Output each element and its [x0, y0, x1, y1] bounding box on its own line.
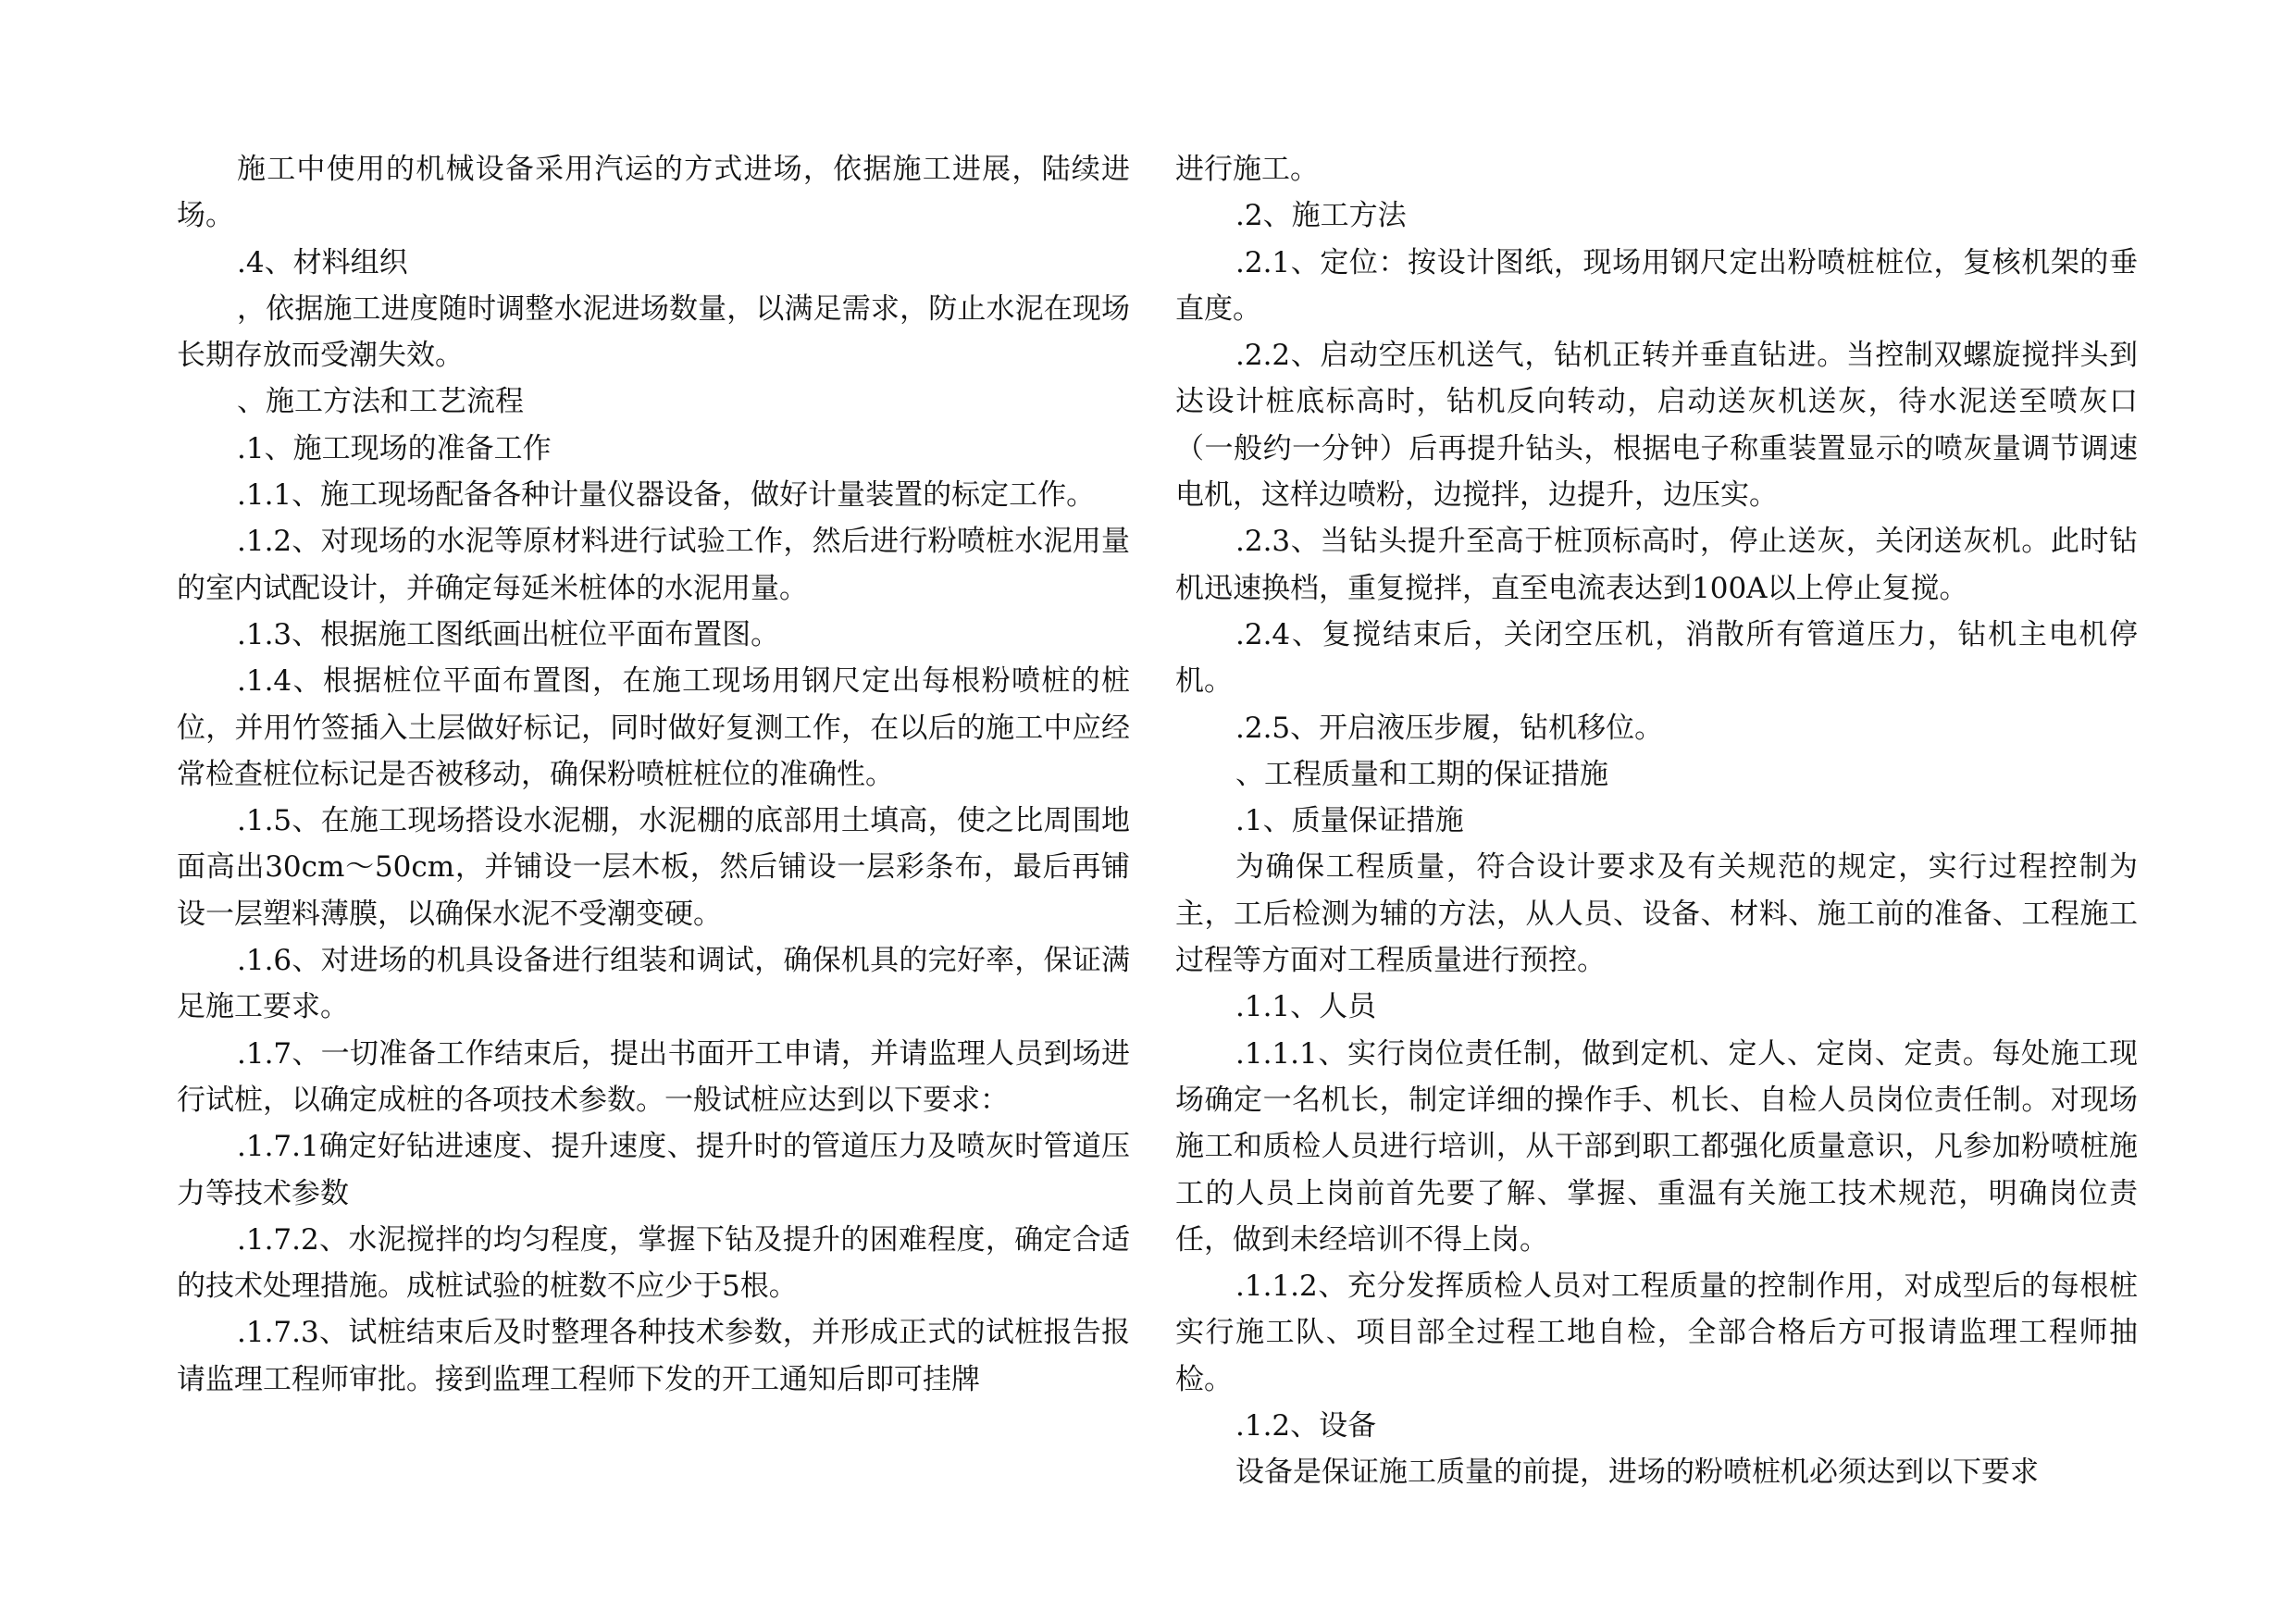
section-heading: 、工程质量和工期的保证措施 — [1235, 757, 1608, 791]
section-heading: .1.1、人员 — [1235, 990, 1377, 1024]
section-heading: .1、施工现场的准备工作 — [237, 431, 552, 465]
paragraph-continuation: 进行施工。 — [1175, 153, 1319, 186]
right-column — [1175, 146, 2138, 1496]
paragraph: .1.6、对进场的机具设备进行组装和调试，确保机具的完好率，保证满足施工要求。 — [177, 944, 1130, 1024]
section-heading: .1、质量保证措施 — [1235, 804, 1464, 838]
section-heading: 、施工方法和工艺流程 — [237, 385, 524, 419]
paragraph: .1.3、根据施工图纸画出桩位平面布置图。 — [237, 617, 780, 651]
paragraph: .2.5、开启液压步履，钻机移位。 — [1235, 711, 1664, 745]
paragraph: 为确保工程质量，符合设计要求及有关规范的规定，实行过程控制为主，工后检测为辅的方法，从人员、设备、材料、施工前的准备、工程施工过程等方面对工程质量进行预控。 — [1175, 850, 2138, 978]
paragraph: .2.3、当钻头提升至高于桩顶标高时，停止送灰，关闭送灰机。此时钻机迅速换档，重复搅拌，直至电流表达到100A以上停止复搅。 — [1175, 525, 2138, 605]
paragraph: .2.1、定位：按设计图纸，现场用钢尺定出粉喷桩桩位，复核机架的垂直度。 — [1175, 245, 2138, 326]
paragraph: .2.4、复搅结束后，关闭空压机，消散所有管道压力，钻机主电机停机。 — [1175, 617, 2138, 699]
paragraph: .1.1.2、充分发挥质检人员对工程质量的控制作用，对成型后的每根桩实行施工队、项目部全过程工地自检，全部合格后方可报请监理工程师抽检。 — [1175, 1270, 2138, 1396]
paragraph: ，依据施工进度随时调整水泥进场数量，以满足需求，防止水泥在现场长期存放而受潮失效。 — [177, 291, 1130, 373]
paragraph: .2.2、启动空压机送气，钻机正转并垂直钻进。当控制双螺旋搅拌头到达设计桩底标高时，钻机反向转动，启动送灰机送灰，待水泥送至喷灰口（一般约一分钟）后再提升钻头，根据电子称重装置显示的喷灰量调节调速电机，这样边喷粉，边搅拌，边提升，边压实。 — [1175, 339, 2138, 513]
paragraph: .1.7.3、试桩结束后及时整理各种技术参数，并形成正式的试桩报告报请监理工程师审批。接到监理工程师下发的开工通知后即可挂牌 — [177, 1316, 1130, 1396]
paragraph: 施工中使用的机械设备采用汽运的方式进场，依据施工进展，陆续进场。 — [177, 153, 1130, 233]
paragraph: .1.1、施工现场配备各种计量仪器设备，做好计量装置的标定工作。 — [237, 478, 1096, 513]
paragraph: .1.7.1确定好钻进速度、提升速度、提升时的管道压力及喷灰时管道压力等技术参数 — [177, 1130, 1130, 1210]
paragraph: .1.7、一切准备工作结束后，提出书面开工申请，并请监理人员到场进行试桩，以确定成桩的各项技术参数。一般试桩应达到以下要求： — [177, 1036, 1130, 1117]
section-heading: .4、材料组织 — [237, 245, 408, 279]
section-heading: .1.2、设备 — [1235, 1409, 1377, 1443]
paragraph: .1.7.2、水泥搅拌的均匀程度，掌握下钻及提升的困难程度，确定合适的技术处理措施。成桩试验的桩数不应少于5根。 — [177, 1222, 1130, 1304]
left-column — [177, 146, 1130, 1403]
paragraph: .1.1.1、实行岗位责任制，做到定机、定人、定岗、定责。每处施工现场确定一名机长，制定详细的操作手、机长、自检人员岗位责任制。对现场施工和质检人员进行培训，从干部到职工都强化质量意识，凡参加粉喷桩施工的人员上岗前首先要了解、掌握、重温有关施工技术规范，明确岗位责任，做到未经培训不得上岗。 — [1175, 1036, 2138, 1257]
paragraph: .1.2、对现场的水泥等原材料进行试验工作，然后进行粉喷桩水泥用量的室内试配设计，并确定每延米桩体的水泥用量。 — [177, 525, 1130, 605]
section-heading: .2、施工方法 — [1235, 199, 1407, 233]
paragraph: .1.4、根据桩位平面布置图，在施工现场用钢尺定出每根粉喷桩的桩位，并用竹签插入土层做好标记，同时做好复测工作，在以后的施工中应经常检查桩位标记是否被移动，确保粉喷桩桩位的准确性。 — [177, 664, 1130, 791]
paragraph: .1.5、在施工现场搭设水泥棚，水泥棚的底部用土填高，使之比周围地面高出30cm～50cm，并铺设一层木板，然后铺设一层彩条布，最后再铺设一层塑料薄膜，以确保水泥不受潮变硬。 — [177, 804, 1130, 931]
paragraph: 设备是保证施工质量的前提，进场的粉喷桩机必须达到以下要求 — [1235, 1456, 2039, 1490]
